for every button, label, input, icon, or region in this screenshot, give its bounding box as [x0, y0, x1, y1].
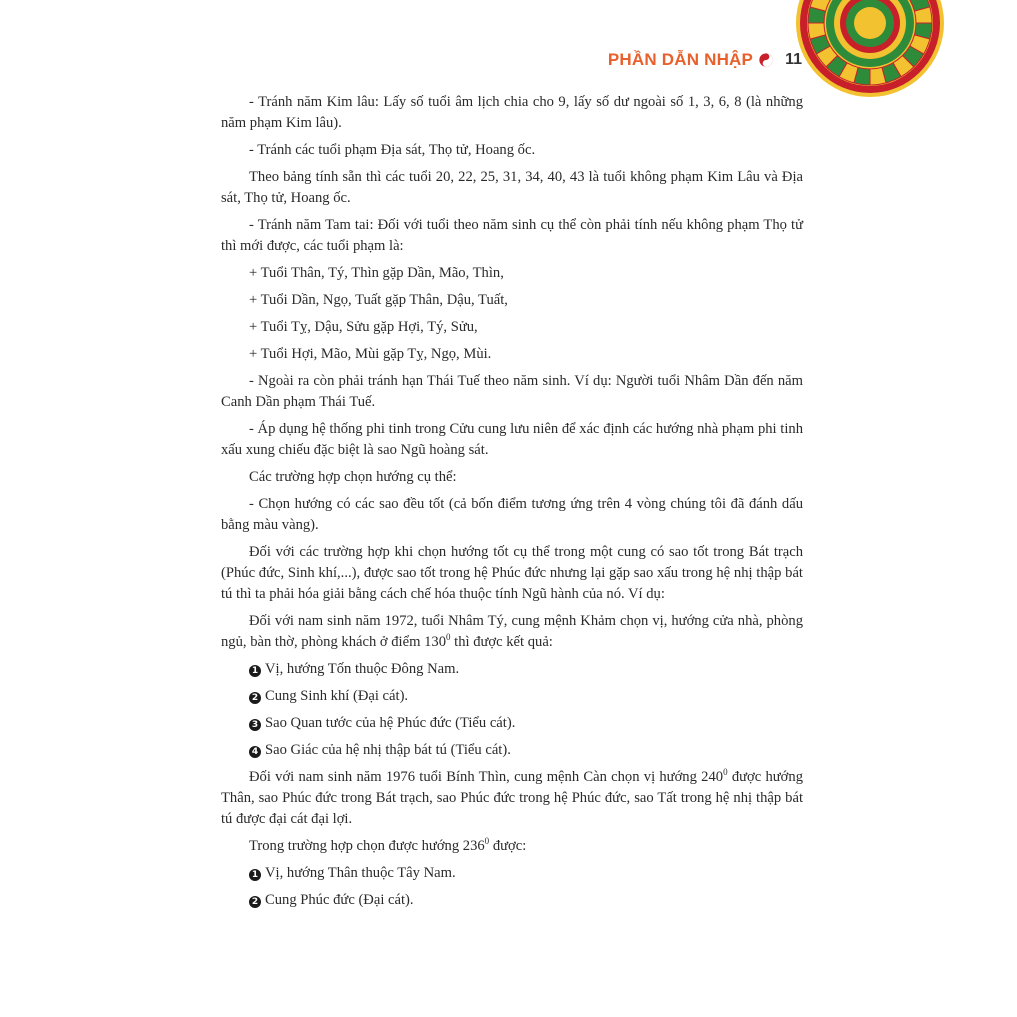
list-item: [221, 686, 803, 707]
paragraph: - Ngoài ra còn phải tránh hạn Thái Tuế theo năm sinh. Ví dụ: Người tuổi Nhâm Dần đến năm Canh Dần phạm Thái Tuế.: [221, 373, 803, 410]
paragraph: - Chọn hướng có các sao đều tốt (cả bốn điểm tương ứng trên 4 vòng chúng tôi đã đánh dấu bằng màu vàng).: [221, 496, 803, 533]
paragraph-text: được:: [489, 838, 527, 854]
page-number: 11: [785, 51, 802, 68]
paragraph-text: Trong trường hợp chọn được hướng 236: [249, 838, 485, 854]
list-item: [221, 740, 803, 761]
numbered-bullet-icon: 1: [249, 665, 261, 677]
degree-sup: 0: [446, 632, 451, 643]
page-header: [608, 50, 802, 70]
paragraph: - Tránh các tuổi phạm Địa sát, Thọ tử, Hoang ốc.: [249, 142, 536, 158]
degree-sup: 0: [484, 836, 490, 847]
list-item: + Tuổi Thân, Tý, Thìn gặp Dần, Mão, Thìn,: [249, 265, 504, 281]
page-body: [221, 92, 803, 917]
section-title: PHẦN DẪN NHẬP: [607, 50, 754, 69]
paragraph: [221, 611, 803, 653]
paragraph: - Tránh năm Kim lâu: Lấy số tuổi âm lịch chia cho 9, lấy số dư ngoài số 1, 3, 6, 8 (là những năm phạm Kim lâu).: [221, 94, 803, 131]
paragraph-text: Đối với nam sinh năm 1972, tuổi Nhâm Tý, cung mệnh Khảm chọn vị, hướng cửa nhà, phòng ngủ, bàn thờ, phòng khách ở điểm 130: [221, 613, 803, 650]
paragraph: Theo bảng tính sẵn thì các tuổi 20, 22, 25, 31, 34, 40, 43 là tuổi không phạm Kim Lâu và Địa sát, Thọ tử, Hoang ốc.: [221, 169, 803, 206]
numbered-bullet-icon: 2: [249, 692, 261, 704]
list-item-text: Cung Sinh khí (Đại cát).: [265, 688, 409, 704]
list-item-text: Vị, hướng Tốn thuộc Đông Nam.: [265, 661, 460, 677]
numbered-bullet-icon: 1: [249, 869, 261, 881]
paragraph: - Áp dụng hệ thống phi tinh trong Cửu cung lưu niên để xác định các hướng nhà phạm phi tinh xấu xung chiếu đặc biệt là sao Ngũ hoàng sát.: [221, 421, 803, 458]
list-item-text: Sao Quan tước của hệ Phúc đức (Tiểu cát).: [265, 715, 516, 731]
degree-sup: 0: [723, 767, 728, 778]
yin-yang-icon: [759, 53, 773, 67]
paragraph: [221, 767, 803, 830]
list-item: + Tuổi Tỵ, Dậu, Sửu gặp Hợi, Tý, Sửu,: [249, 319, 478, 335]
paragraph: [221, 836, 803, 857]
list-item: [221, 863, 803, 884]
list-item-text: Vị, hướng Thân thuộc Tây Nam.: [265, 865, 456, 881]
list-item: [221, 659, 803, 680]
list-item: [221, 890, 803, 911]
paragraph: - Tránh năm Tam tai: Đối với tuổi theo năm sinh cụ thể còn phải tính nếu không phạm Thọ tử thì mới được, các tuổi phạm là:: [221, 217, 803, 254]
list-item: [221, 713, 803, 734]
list-item: + Tuổi Dần, Ngọ, Tuất gặp Thân, Dậu, Tuất,: [249, 292, 508, 308]
list-item-text: Cung Phúc đức (Đại cát).: [265, 892, 414, 908]
list-item: + Tuổi Hợi, Mão, Mùi gặp Tỵ, Ngọ, Mùi.: [249, 346, 492, 362]
numbered-bullet-icon: 2: [249, 896, 261, 908]
paragraph-text: thì được kết quả:: [450, 634, 553, 650]
paragraph: Đối với các trường hợp khi chọn hướng tốt cụ thể trong một cung có sao tốt trong Bát trạch (Phúc đức, Sinh khí,...), được sao tốt trong hệ Phúc đức nhưng lại gặp sao xấu trong hệ nhị thập bát tú thì ta phải hóa giải bằng cách chế hóa thuộc tính Ngũ hành của nó. Ví dụ:: [221, 544, 803, 602]
numbered-bullet-icon: 3: [249, 719, 261, 731]
paragraph-text: được hướng Thân, sao Phúc đức trong Bát trạch, sao Phúc đức trong hệ Phúc đức, sao Tất trong hệ nhị thập bát tú được đại cát đại lợi.: [221, 769, 803, 827]
numbered-bullet-icon: 4: [249, 746, 261, 758]
list-item-text: Sao Giác của hệ nhị thập bát tú (Tiểu cát).: [265, 742, 511, 758]
paragraph-text: Đối với nam sinh năm 1976 tuổi Bính Thìn, cung mệnh Càn chọn vị hướng 240: [249, 769, 724, 785]
compass-decoration-icon: [795, 0, 945, 98]
paragraph: Các trường hợp chọn hướng cụ thể:: [249, 469, 457, 485]
